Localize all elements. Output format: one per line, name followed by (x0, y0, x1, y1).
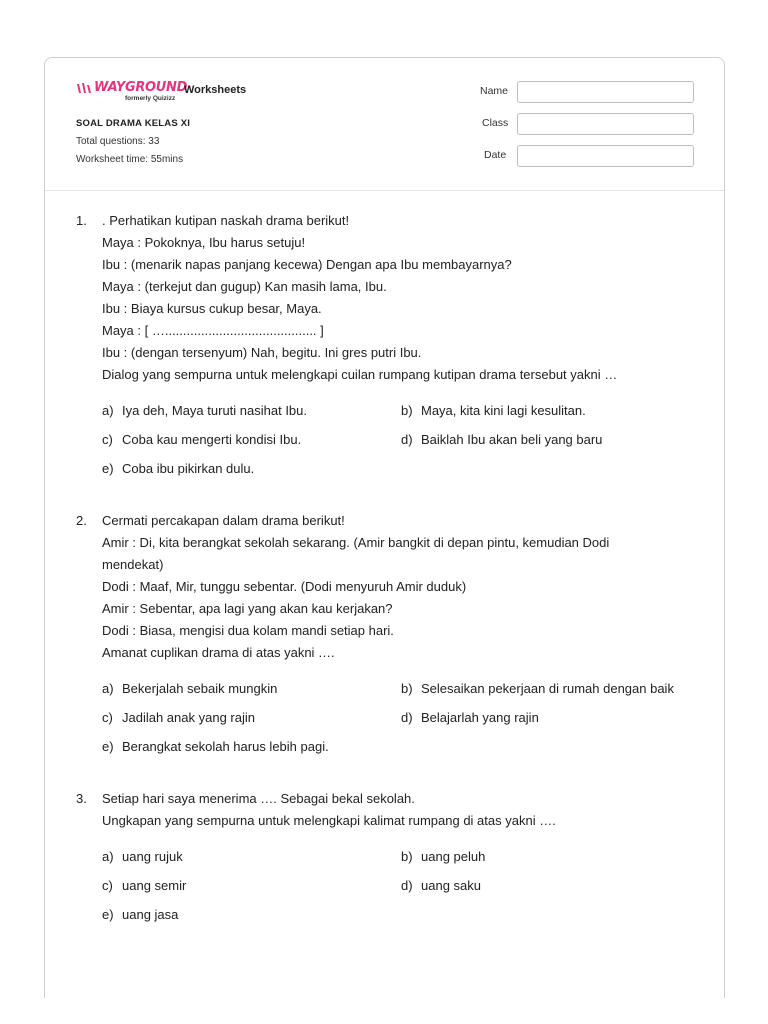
question-text (102, 510, 702, 664)
question-line: Maya : Pokoknya, Ibu harus setuju! (102, 235, 306, 250)
worksheet-header (45, 58, 724, 191)
option-text: uang saku (421, 878, 481, 893)
option-letter: c) (102, 878, 113, 893)
question-line: Amir : Di, kita berangkat sekolah sekarang. (Amir bangkit di depan pintu, kemudian Dodi (102, 535, 610, 550)
question-line: mendekat) (102, 557, 164, 572)
option-c[interactable] (102, 878, 186, 893)
question-line: Maya : [ ….......................................... ] (102, 323, 324, 338)
option-letter: b) (401, 403, 413, 418)
question-text (102, 788, 702, 832)
date-field[interactable] (517, 145, 694, 167)
option-c[interactable] (102, 432, 301, 447)
option-letter: a) (102, 403, 114, 418)
option-b[interactable] (401, 681, 674, 696)
option-letter: d) (401, 710, 413, 725)
question-number: 2. (76, 513, 87, 528)
option-d[interactable] (401, 432, 602, 447)
option-letter: d) (401, 878, 413, 893)
option-text: Iya deh, Maya turuti nasihat Ibu. (122, 403, 307, 418)
question-line: Dodi : Biasa, mengisi dua kolam mandi setiap hari. (102, 623, 394, 638)
option-text: Coba kau mengerti kondisi Ibu. (122, 432, 302, 447)
option-text: Bekerjalah sebaik mungkin (122, 681, 278, 696)
option-b[interactable] (401, 849, 485, 864)
option-letter: b) (401, 849, 413, 864)
option-letter: a) (102, 849, 114, 864)
option-text: Berangkat sekolah harus lebih pagi. (122, 739, 329, 754)
option-e[interactable] (102, 739, 329, 754)
class-field[interactable] (517, 113, 694, 135)
option-a[interactable] (102, 681, 277, 696)
question-line: Dodi : Maaf, Mir, tunggu sebentar. (Dodi menyuruh Amir duduk) (102, 579, 467, 594)
question-line: Ungkapan yang sempurna untuk melengkapi kalimat rumpang di atas yakni …. (102, 813, 556, 828)
option-text: Belajarlah yang rajin (421, 710, 539, 725)
question-line: Maya : (terkejut dan gugup) Kan masih lama, Ibu. (102, 279, 387, 294)
question-line: Dialog yang sempurna untuk melengkapi cuilan rumpang kutipan drama tersebut yakni … (102, 367, 618, 382)
question-line: Cermati percakapan dalam drama berikut! (102, 513, 345, 528)
option-letter: c) (102, 710, 113, 725)
option-c[interactable] (102, 710, 255, 725)
option-b[interactable] (401, 403, 586, 418)
logo-text: WAYGROUND (94, 80, 188, 95)
question-line: Ibu : Biaya kursus cukup besar, Maya. (102, 301, 322, 316)
question-number: 3. (76, 791, 87, 806)
question-line: Ibu : (dengan tersenyum) Nah, begitu. Ini gres putri Ibu. (102, 345, 422, 360)
worksheets-label: Worksheets (184, 84, 247, 96)
option-letter: c) (102, 432, 113, 447)
class-label: Class (482, 117, 509, 129)
option-text: Baiklah Ibu akan beli yang baru (421, 432, 603, 447)
wayground-logo-icon (76, 82, 92, 94)
option-letter: e) (102, 907, 114, 922)
option-text: uang semir (122, 878, 187, 893)
option-text: uang jasa (122, 907, 179, 922)
question-line: Amir : Sebentar, apa lagi yang akan kau kerjakan? (102, 601, 393, 616)
question-text (102, 210, 702, 386)
option-text: uang rujuk (122, 849, 183, 864)
option-text: Selesaikan pekerjaan di rumah dengan baik (421, 681, 674, 696)
name-field[interactable] (517, 81, 694, 103)
option-e[interactable] (102, 461, 254, 476)
worksheet-page (44, 57, 725, 998)
question-line: . Perhatikan kutipan naskah drama berikut! (102, 213, 350, 228)
option-text: Jadilah anak yang rajin (122, 710, 255, 725)
option-text: Coba ibu pikirkan dulu. (122, 461, 255, 476)
option-letter: e) (102, 461, 114, 476)
option-d[interactable] (401, 710, 539, 725)
worksheet-time: Worksheet time: 55mins (76, 154, 184, 165)
option-a[interactable] (102, 849, 183, 864)
option-text: Maya, kita kini lagi kesulitan. (421, 403, 586, 418)
question-line: Amanat cuplikan drama di atas yakni …. (102, 645, 335, 660)
total-questions: Total questions: 33 (76, 136, 160, 147)
option-a[interactable] (102, 403, 307, 418)
option-text: uang peluh (421, 849, 486, 864)
date-label: Date (484, 149, 507, 161)
logo-subtitle: formerly Quizizz (125, 95, 176, 102)
name-label: Name (480, 85, 509, 97)
option-e[interactable] (102, 907, 178, 922)
brand-logo (76, 80, 187, 102)
option-d[interactable] (401, 878, 481, 893)
option-letter: e) (102, 739, 114, 754)
worksheet-title: SOAL DRAMA KELAS XI (76, 118, 191, 129)
option-letter: d) (401, 432, 413, 447)
question-line: Setiap hari saya menerima …. Sebagai bekal sekolah. (102, 791, 415, 806)
option-letter: a) (102, 681, 114, 696)
option-letter: b) (401, 681, 413, 696)
question-line: Ibu : (menarik napas panjang kecewa) Dengan apa Ibu membayarnya? (102, 257, 512, 272)
question-number: 1. (76, 213, 87, 228)
